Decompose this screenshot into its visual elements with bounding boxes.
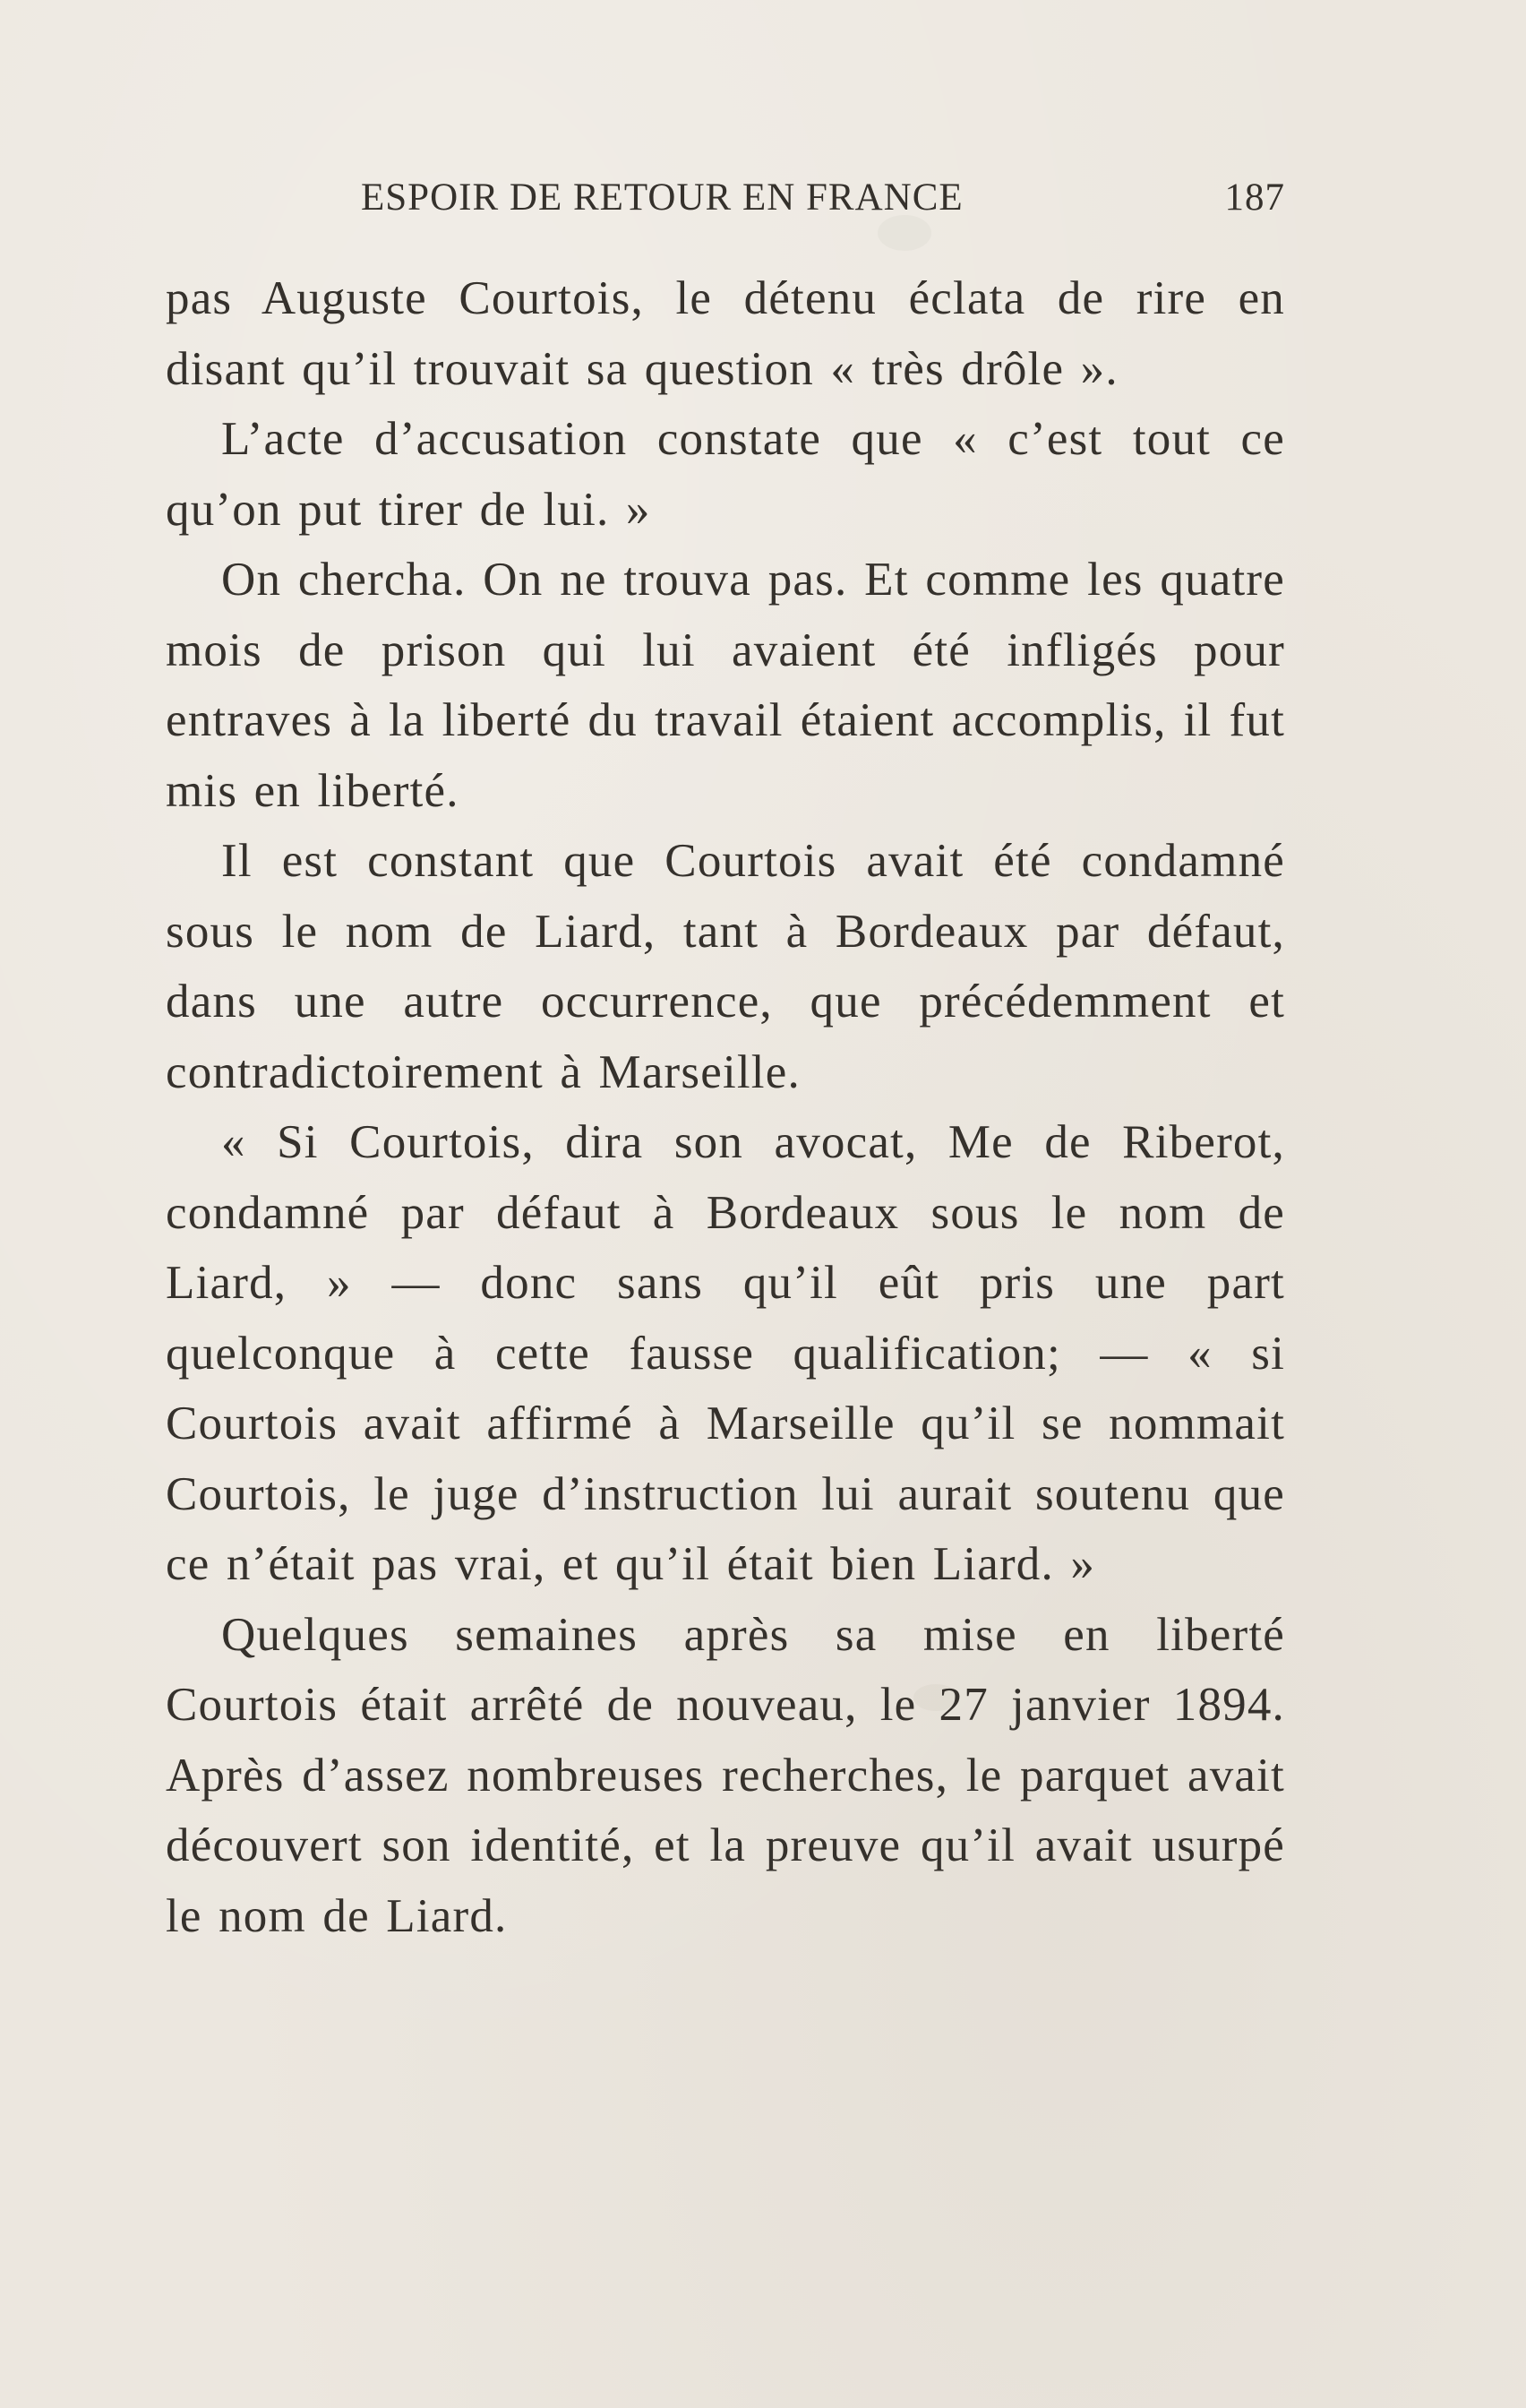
paragraph: On chercha. On ne trouva pas. Et comme les quatre mois de prison qui lui avaient été infligés pour entraves à la liberté du travail étaient accomplis, il fut mis en liberté.: [166, 554, 1285, 817]
paragraph: L’acte d’accusation constate que « c’est tout ce qu’on put tirer de lui. »: [166, 413, 1285, 536]
paragraph: Il est constant que Courtois avait été condamné sous le nom de Liard, tant à Bordeaux par défaut, dans une autre occurrence, que précédemment et contradictoirement à Marseille.: [166, 835, 1285, 1098]
page-number: 187: [1224, 176, 1285, 219]
body-text: [166, 263, 1285, 1951]
paragraph: « Si Courtois, dira son avocat, Me de Riberot, condamné par défaut à Bordeaux sous le nom de Liard, » — donc sans qu’il eût pris une part quelconque à cette fausse qualification; — « si Courtois avait affirmé à Marseille qu’il se nommait Courtois, le juge d’instruction lui aurait soutenu que ce n’était pas vrai, et qu’il était bien Liard. »: [166, 1116, 1285, 1590]
paragraph: pas Auguste Courtois, le détenu éclata de rire en disant qu’il trouvait sa question « très drôle ».: [166, 272, 1285, 395]
paragraph: Quelques semaines après sa mise en liberté Courtois était arrêté de nouveau, le 27 janvier 1894. Après d’assez nombreuses recherches, le parquet avait découvert son identité, et la preuve qu’il avait usurpé le nom de Liard.: [166, 1608, 1285, 1942]
running-title: ESPOIR DE RETOUR EN FRANCE: [361, 176, 964, 219]
running-head: [166, 176, 1285, 229]
